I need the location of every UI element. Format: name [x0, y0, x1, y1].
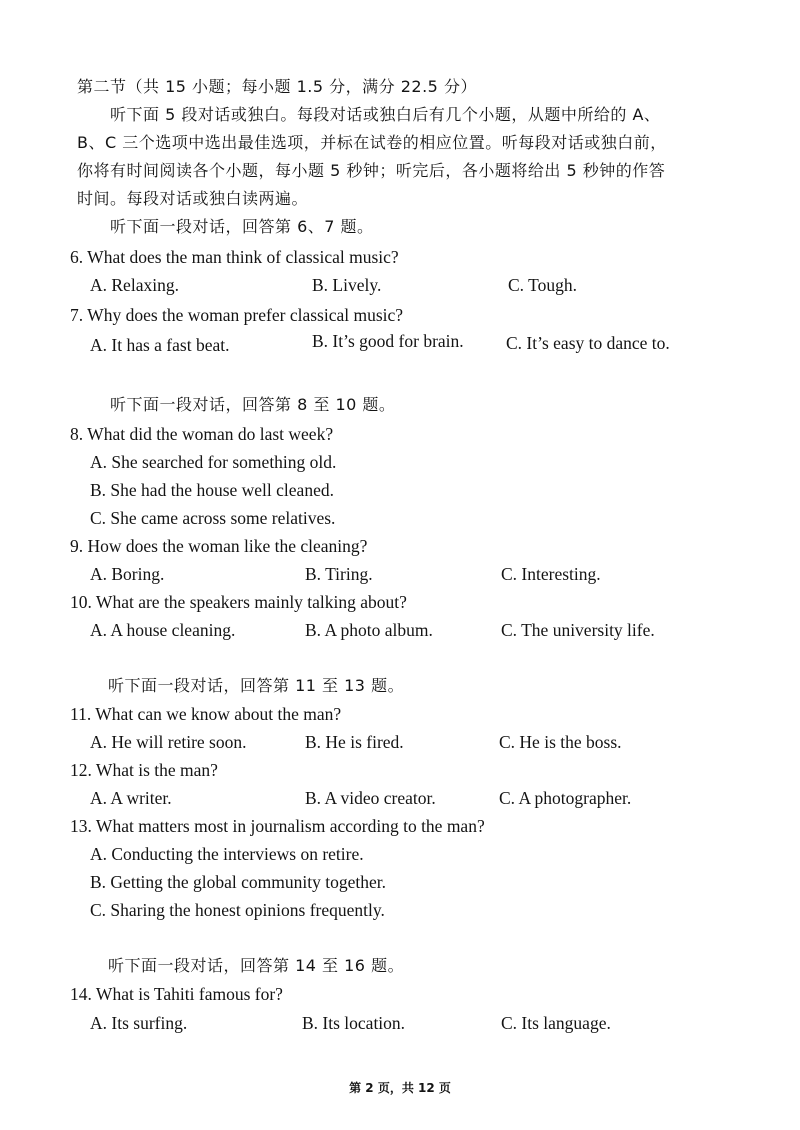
option-a: A. Relaxing.: [90, 275, 179, 295]
option-a: A. Conducting the interviews on retire.: [90, 844, 364, 864]
option-b: B. He is fired.: [305, 732, 404, 752]
option-b: B. It’s good for brain.: [312, 331, 464, 351]
option-b: B. Lively.: [312, 275, 382, 295]
option-c: C. It’s easy to dance to.: [506, 333, 670, 353]
question-stem: 10. What are the speakers mainly talking about?: [70, 592, 407, 612]
instruction-line-3: 你将有时间阅读各个小题，每小题 5 秒钟；听完后，各小题将给出 5 秒钟的作答: [77, 161, 666, 180]
group-intro: 听下面一段对话，回答第 11 至 13 题。: [108, 676, 405, 695]
option-c: C. The university life.: [501, 620, 655, 640]
question-stem: 7. Why does the woman prefer classical music?: [70, 305, 404, 325]
option-a: A. Its surfing.: [90, 1013, 188, 1033]
instruction-line-4: 时间。每段对话或独白读两遍。: [77, 189, 309, 208]
option-c: C. Its language.: [501, 1013, 611, 1033]
option-b: B. A video creator.: [305, 788, 436, 808]
option-c: C. Tough.: [508, 275, 577, 295]
option-a: A. He will retire soon.: [90, 732, 247, 752]
option-c: C. She came across some relatives.: [90, 508, 336, 528]
option-b: B. Tiring.: [305, 564, 373, 584]
page-number: 第 2 页，共 12 页: [349, 1081, 451, 1095]
option-a: A. She searched for something old.: [90, 452, 337, 472]
option-a: A. Boring.: [90, 564, 165, 584]
option-b: B. Its location.: [302, 1013, 406, 1033]
option-c: C. He is the boss.: [499, 732, 622, 752]
section-title: 第二节（共 15 小题；每小题 1.5 分，满分 22.5 分）: [77, 77, 477, 96]
question-stem: 11. What can we know about the man?: [70, 704, 342, 724]
question-stem: 9. How does the woman like the cleaning?: [70, 536, 368, 556]
option-b: B. Getting the global community together.: [90, 872, 386, 892]
question-stem: 8. What did the woman do last week?: [70, 424, 334, 444]
option-b: B. She had the house well cleaned.: [90, 480, 334, 500]
option-a: A. A writer.: [90, 788, 172, 808]
group-intro: 听下面一段对话，回答第 6、7 题。: [110, 217, 374, 236]
instruction-line-1: 听下面 5 段对话或独白。每段对话或独白后有几个小题，从题中所给的 A、: [110, 105, 661, 124]
question-stem: 13. What matters most in journalism according to the man?: [70, 816, 485, 836]
option-b: B. A photo album.: [305, 620, 433, 640]
question-stem: 6. What does the man think of classical music?: [70, 247, 399, 267]
option-c: C. A photographer.: [499, 788, 632, 808]
question-stem: 12. What is the man?: [70, 760, 218, 780]
option-c: C. Interesting.: [501, 564, 601, 584]
group-intro: 听下面一段对话，回答第 14 至 16 题。: [108, 956, 405, 975]
instruction-line-2: B、C 三个选项中选出最佳选项，并标在试卷的相应位置。听每段对话或独白前，: [77, 133, 667, 152]
option-c: C. Sharing the honest opinions frequently.: [90, 900, 385, 920]
option-a: A. A house cleaning.: [90, 620, 236, 640]
question-stem: 14. What is Tahiti famous for?: [70, 984, 283, 1004]
group-intro: 听下面一段对话，回答第 8 至 10 题。: [110, 395, 396, 414]
option-a: A. It has a fast beat.: [90, 335, 230, 355]
